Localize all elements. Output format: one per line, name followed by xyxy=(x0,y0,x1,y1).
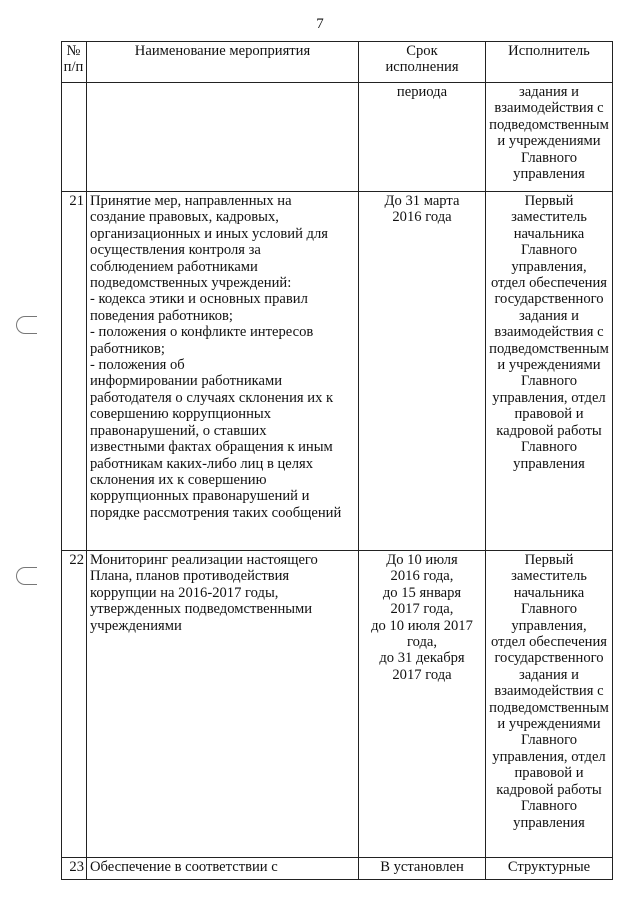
row-executor xyxy=(486,83,613,192)
text-line: Структурные xyxy=(507,859,591,875)
text-line: работодателя о случаях склонения их к xyxy=(90,389,334,406)
text-line: государственного xyxy=(494,650,604,667)
text-line: Главного xyxy=(520,373,578,390)
text-line: заместитель xyxy=(511,209,587,226)
row-number: 22 xyxy=(62,551,87,858)
plan-table xyxy=(61,41,613,880)
row-term xyxy=(359,83,486,192)
punch-hole-mark xyxy=(16,316,37,334)
text-line: подведомственных учреждений: xyxy=(90,275,292,292)
text-line: начальника xyxy=(513,225,585,242)
text-line: кадровой работы xyxy=(496,422,602,439)
text-line: № xyxy=(66,43,81,59)
header-executor xyxy=(486,42,613,83)
punch-hole-mark xyxy=(16,567,37,585)
text-line: работников; xyxy=(90,340,165,357)
text-line: Главного xyxy=(520,798,578,815)
row-executor xyxy=(486,858,613,880)
row-executor xyxy=(486,551,613,858)
row-term xyxy=(359,858,486,880)
row-number xyxy=(62,83,87,192)
text-line: До 31 марта xyxy=(384,193,460,209)
text-line: государственного xyxy=(494,291,604,308)
text-line: взаимодействия с xyxy=(494,100,604,117)
text-line: управления, xyxy=(511,617,587,634)
table-row xyxy=(62,858,613,880)
text-line: взаимодействия с xyxy=(494,683,604,700)
text-line: В установлен xyxy=(380,859,464,875)
text-line: Главного xyxy=(520,149,578,166)
text-line: Мониторинг реализации настоящего xyxy=(90,552,318,568)
header-term xyxy=(359,42,486,83)
text-line: Плана, планов противодействия xyxy=(90,568,290,585)
text-line: до 10 июля 2017 xyxy=(371,617,473,634)
table-row xyxy=(62,192,613,551)
text-line: задания и xyxy=(519,307,579,324)
page-number: 7 xyxy=(316,16,324,32)
text-line: и учреждениями xyxy=(497,716,601,733)
text-line: начальника xyxy=(513,584,585,601)
text-line: учреждениями xyxy=(90,617,182,634)
text-line: Главного xyxy=(520,601,578,618)
text-line: поведения работников; xyxy=(90,307,233,324)
row-name xyxy=(87,83,359,192)
header-name xyxy=(87,42,359,83)
row-name xyxy=(87,192,359,551)
text-line: склонения их к совершению xyxy=(90,471,267,488)
row-name xyxy=(87,858,359,880)
text-line: осуществления контроля за xyxy=(90,242,261,259)
text-line: коррупции на 2016-2017 годы, xyxy=(90,584,279,601)
text-line: Исполнитель xyxy=(508,43,590,59)
row-number: 21 xyxy=(62,192,87,551)
row-term xyxy=(359,192,486,551)
text-line: заместитель xyxy=(511,568,587,585)
text-line: коррупционных правонарушений и xyxy=(90,488,310,505)
text-line: периода xyxy=(396,84,448,100)
text-line: управления xyxy=(513,166,585,183)
table-header-row xyxy=(62,42,613,83)
text-line: задания и xyxy=(519,84,579,100)
text-line: п/п xyxy=(63,59,84,76)
text-line: организационных и иных условий для xyxy=(90,225,328,242)
text-line: 2016 года, xyxy=(390,568,454,585)
row-number: 23 xyxy=(62,858,87,880)
row-term xyxy=(359,551,486,858)
text-line: информировании работниками xyxy=(90,373,283,390)
text-line: подведомственным xyxy=(489,340,609,357)
text-line: отдел обеспечения xyxy=(490,275,608,292)
text-line: правовой и xyxy=(514,765,584,782)
text-line: правонарушений, о ставших xyxy=(90,422,267,439)
text-line: до 15 января xyxy=(382,584,462,601)
text-line: управления xyxy=(513,455,585,472)
text-line: Обеспечение в соответствии с xyxy=(90,859,278,875)
text-line: работникам каких-либо лиц в целях xyxy=(90,455,314,472)
text-line: известными фактах обращения к иным xyxy=(90,439,333,456)
text-line: управления, отдел xyxy=(492,389,606,406)
text-line: и учреждениями xyxy=(497,133,601,150)
text-line: Наименование мероприятия xyxy=(134,43,311,59)
text-line: 2017 года xyxy=(392,666,452,683)
text-line: Первый xyxy=(524,552,574,568)
text-line: порядке рассмотрения таких сообщений xyxy=(90,504,342,521)
text-line: взаимодействия с xyxy=(494,324,604,341)
text-line: управления, отдел xyxy=(492,748,606,765)
text-line: создание правовых, кадровых, xyxy=(90,209,279,226)
text-line: отдел обеспечения xyxy=(490,634,608,651)
text-line: Главного xyxy=(520,732,578,749)
text-line: кадровой работы xyxy=(496,781,602,798)
text-line: До 10 июля xyxy=(386,552,458,568)
row-executor xyxy=(486,192,613,551)
text-line: Главного xyxy=(520,439,578,456)
table-row xyxy=(62,551,613,858)
text-line: - кодекса этики и основных правил xyxy=(90,291,308,308)
text-line: 2016 года xyxy=(392,209,452,226)
text-line: - положения о конфликте интересов xyxy=(90,324,314,341)
text-line: утвержденных подведомственными xyxy=(90,601,313,618)
text-line: подведомственным xyxy=(489,699,609,716)
text-line: Главного xyxy=(520,242,578,259)
text-line: задания и xyxy=(519,666,579,683)
text-line: соблюдением работниками xyxy=(90,258,258,275)
text-line: Срок xyxy=(406,43,438,59)
text-line: Принятие мер, направленных на xyxy=(90,193,292,209)
text-line: 2017 года, xyxy=(390,601,454,618)
table-row xyxy=(62,83,613,192)
text-line: правовой и xyxy=(514,406,584,423)
text-line: исполнения xyxy=(385,59,459,76)
text-line: Первый xyxy=(524,193,574,209)
text-line: до 31 декабря xyxy=(379,650,465,667)
text-line: управления, xyxy=(511,258,587,275)
header-num xyxy=(62,42,87,83)
text-line: совершению коррупционных xyxy=(90,406,272,423)
text-line: управления xyxy=(513,814,585,831)
text-line: - положения об xyxy=(90,357,185,374)
text-line: года, xyxy=(406,634,438,651)
text-line: и учреждениями xyxy=(497,357,601,374)
row-name xyxy=(87,551,359,858)
text-line: подведомственным xyxy=(489,116,609,133)
